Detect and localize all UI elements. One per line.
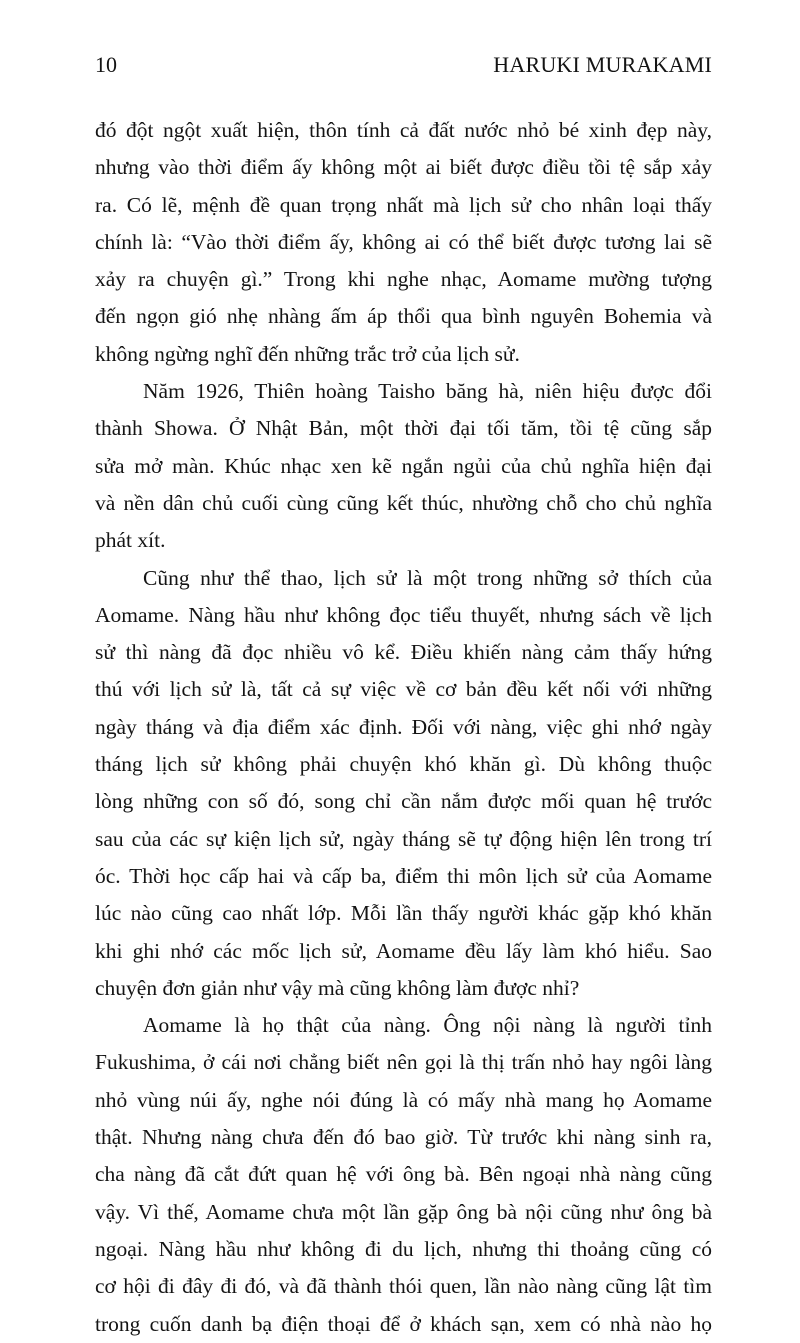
text-line: phát xít. — [95, 528, 166, 553]
text-line: khi ghi nhớ các mốc lịch sử, Aomame đều lấy làm khó hiểu. Sao — [95, 938, 712, 963]
paragraph-first-line: Năm 1926, Thiên hoàng Taisho băng hà, niên hiệu được đổi — [143, 379, 712, 404]
text-line: cha nàng đã cắt đứt quan hệ với ông bà. Bên ngoại nhà nàng cũng — [95, 1162, 712, 1187]
text-line: ra. Có lẽ, mệnh đề quan trọng nhất mà lịch sử cho nhân loại thấy — [95, 192, 712, 217]
text-line: sửa mở màn. Khúc nhạc xen kẽ ngắn ngủi của chủ nghĩa hiện đại — [95, 453, 712, 478]
text-line: ngày tháng và địa điểm xác định. Đối với nàng, việc ghi nhớ ngày — [95, 714, 712, 739]
text-line: sau của các sự kiện lịch sử, ngày tháng sẽ tự động hiện lên trong trí — [95, 826, 712, 851]
text-line: Fukushima, ở cái nơi chẳng biết nên gọi là thị trấn nhỏ hay ngôi làng — [95, 1050, 712, 1075]
text-line: óc. Thời học cấp hai và cấp ba, điểm thi môn lịch sử của Aomame — [95, 863, 712, 888]
text-line: trong cuốn danh bạ điện thoại để ở khách sạn, xem có nhà nào họ — [95, 1311, 712, 1336]
text-line: chính là: “Vào thời điểm ấy, không ai có thể biết được tương lai sẽ — [95, 229, 712, 254]
text-line: Aomame. Nàng hầu như không đọc tiểu thuyết, nhưng sách về lịch — [95, 602, 712, 627]
running-title: HARUKI MURAKAMI — [493, 52, 712, 77]
page-header — [95, 52, 712, 86]
text-line: vậy. Vì thế, Aomame chưa một lần gặp ông bà nội cũng như ông bà — [95, 1199, 712, 1224]
text-line: thật. Nhưng nàng chưa đến đó bao giờ. Từ trước khi nàng sinh ra, — [95, 1125, 712, 1150]
text-line: thú với lịch sử là, tất cả sự việc về cơ bản đều kết nối với những — [95, 677, 712, 702]
page-number: 10 — [95, 52, 117, 77]
paragraph-first-line: Cũng như thể thao, lịch sử là một trong những sở thích của — [143, 565, 712, 590]
text-line: đến ngọn gió nhẹ nhàng ấm áp thổi qua bình nguyên Bohemia và — [95, 304, 712, 329]
text-line: nhỏ vùng núi ấy, nghe nói đúng là có mấy nhà mang họ Aomame — [95, 1087, 712, 1112]
text-line: đó đột ngột xuất hiện, thôn tính cả đất nước nhỏ bé xinh đẹp này, — [95, 118, 712, 142]
text-line: xảy ra chuyện gì.” Trong khi nghe nhạc, Aomame mường tượng — [95, 267, 712, 292]
text-line: nhưng vào thời điểm ấy không một ai biết được điều tồi tệ sắp xảy — [95, 155, 712, 180]
text-line: không ngừng nghĩ đến những trắc trở của lịch sử. — [95, 341, 520, 366]
paragraph-first-line: Aomame là họ thật của nàng. Ông nội nàng là người tỉnh — [143, 1013, 712, 1038]
text-line: chuyện đơn giản như vậy mà cũng không làm được nhỉ? — [95, 975, 580, 1000]
text-line: thành Showa. Ở Nhật Bản, một thời đại tối tăm, tồi tệ cũng sắp — [95, 416, 712, 441]
text-line: ngoại. Nàng hầu như không đi du lịch, nhưng thi thoảng cũng có — [95, 1236, 712, 1261]
text-line: lòng những con số đó, song chỉ cần nắm được mối quan hệ trước — [95, 789, 712, 814]
body-text — [95, 112, 712, 1343]
text-line: và nền dân chủ cuối cùng cũng kết thúc, nhường chỗ cho chủ nghĩa — [95, 490, 712, 515]
text-line: sử thì nàng đã đọc nhiều vô kể. Điều khiến nàng cảm thấy hứng — [95, 640, 712, 665]
text-line: cơ hội đi đây đi đó, và đã thành thói quen, lần nào nàng cũng lật tìm — [95, 1274, 712, 1299]
text-line: lúc nào cũng cao nhất lớp. Mỗi lần thấy người khác gặp khó khăn — [95, 901, 712, 926]
text-line: tháng lịch sử không phải chuyện khó khăn gì. Dù không thuộc — [95, 752, 712, 777]
